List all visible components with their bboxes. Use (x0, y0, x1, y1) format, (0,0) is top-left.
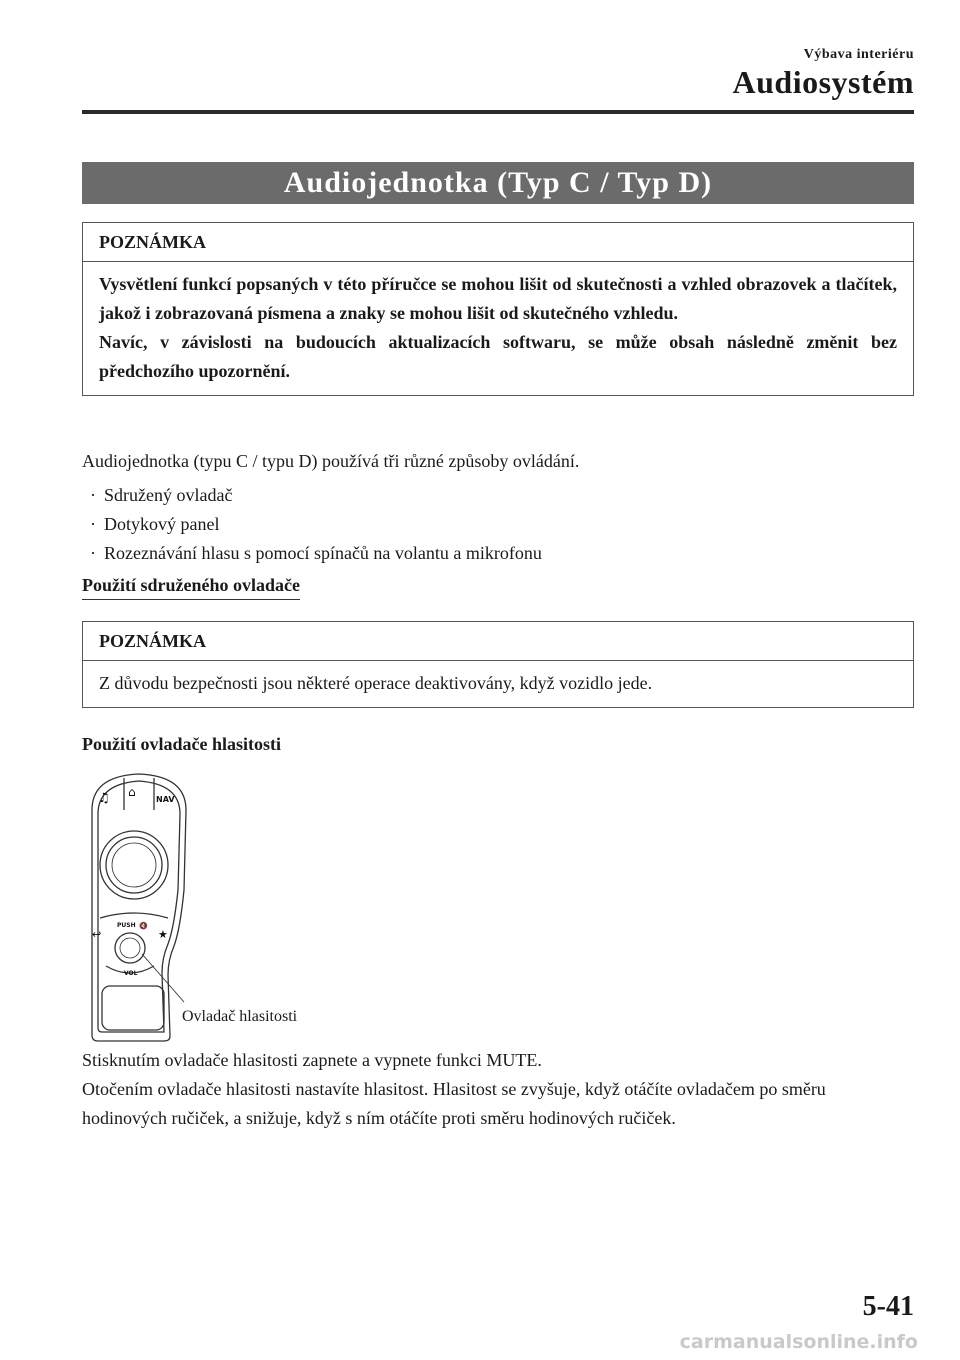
chapter-header: Audiosystém (732, 64, 914, 100)
control-methods-list (90, 481, 542, 568)
favorite-star-icon: ★ (158, 928, 168, 941)
subheading-volume: Použití ovladače hlasitosti (82, 734, 281, 754)
lower-panel-line (100, 913, 168, 918)
list-item-text: Dotykový panel (104, 514, 220, 534)
note-box-safety (82, 621, 914, 708)
note-text: Z důvodu bezpečnosti jsou některé operace deaktivovány, když vozidlo jede. (99, 673, 653, 693)
housing-outline (92, 774, 186, 1041)
knob-ring (106, 837, 162, 893)
note-box-disclaimer (82, 222, 914, 396)
note-body (83, 661, 913, 707)
palm-rest (102, 986, 164, 1030)
note-line: Navíc, v závislosti na budoucích aktualizacích softwaru, se může obsah následně změnit bez předchozího upozornění. (99, 332, 897, 381)
music-icon: ♫ (98, 791, 110, 806)
intro-text: Audiojednotka (typu C / typu D) používá tři různé způsoby ovládání. (82, 451, 580, 471)
section-header: Výbava interiéru (803, 47, 914, 62)
list-item-text: Sdružený ovladač (104, 485, 233, 505)
note-body (83, 262, 913, 395)
page-number: 5-41 (862, 1291, 914, 1322)
bullet-dot: · (90, 485, 96, 505)
home-icon: ⌂ (128, 785, 136, 799)
page-title: Audiojednotka (Typ C / Typ D) (82, 162, 914, 204)
list-item (90, 481, 542, 510)
bullet-dot: · (90, 543, 96, 563)
housing-inner (98, 781, 180, 1032)
volume-knob-center (120, 938, 140, 958)
list-item (90, 510, 542, 539)
header-rule (82, 110, 914, 114)
note-heading: POZNÁMKA (83, 622, 913, 661)
volume-instructions (82, 1046, 912, 1133)
watermark: carmanualsonline.info (679, 1331, 918, 1353)
note-heading: POZNÁMKA (83, 223, 913, 262)
knob-outer (100, 831, 168, 899)
note-line: Vysvětlení funkcí popsaných v této příručce se mohou lišit od skutečnosti a vzhled obrazovek a tlačítek, jakož i zobrazovaná písmena a znaky se mohou lišit od skutečného vzhledu. (99, 274, 897, 323)
push-label: PUSH (117, 922, 136, 929)
subheading-commander: Použití sdruženého ovladače (82, 575, 300, 600)
mute-icon: 🔇 (139, 922, 148, 930)
nav-button-label: NAV (156, 795, 175, 804)
bullet-dot: · (90, 514, 96, 534)
commander-control-illustration (84, 770, 194, 1042)
list-item (90, 539, 542, 568)
back-icon: ↩ (92, 928, 102, 941)
list-item-text: Rozeznávání hlasu s pomocí spínačů na volantu a mikrofonu (104, 543, 542, 563)
volume-knob (115, 933, 145, 963)
vol-label: VOL (124, 970, 138, 977)
body-paragraph: Stisknutím ovladače hlasitosti zapnete a vypnete funkci MUTE. (82, 1050, 542, 1070)
knob-face (112, 843, 156, 887)
body-paragraph: Otočením ovladače hlasitosti nastavíte hlasitost. Hlasitost se zvyšuje, když otáčíte ovladačem po směru hodinových ručiček, a snižuje, když s ním otáčíte proti směru hodinových ručiček. (82, 1079, 826, 1128)
figure-callout-label: Ovladač hlasitosti (182, 1008, 298, 1025)
